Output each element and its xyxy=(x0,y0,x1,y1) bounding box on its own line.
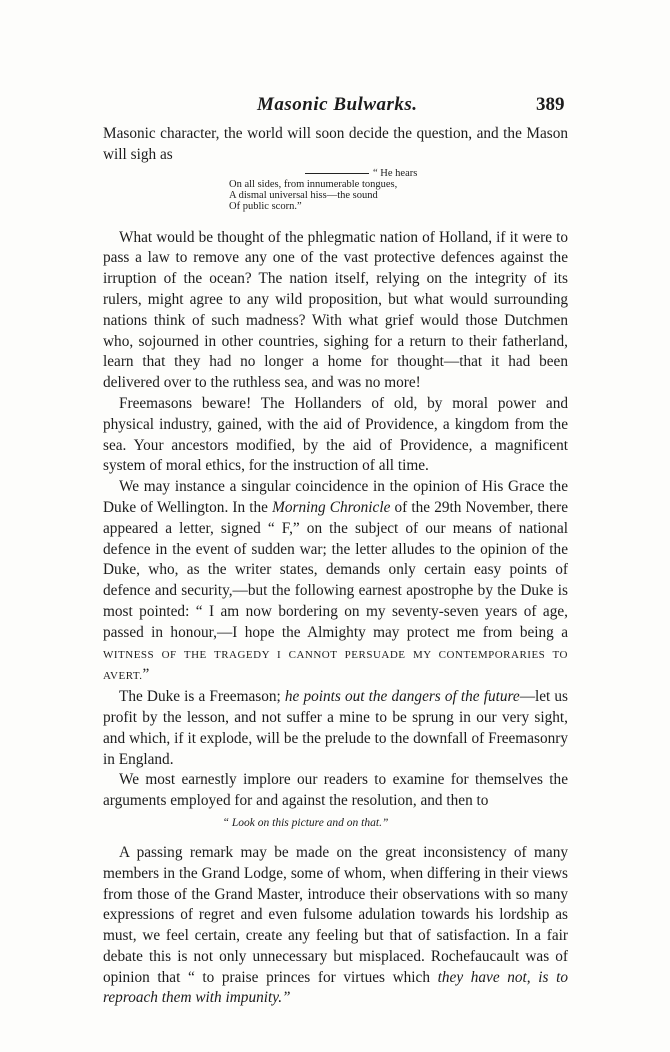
page-number: 389 xyxy=(536,94,565,115)
small-caps-quote: WITNESS OF THE TRAGEDY I CANNOT PERSUADE MY CONTEMPORARIES TO AVERT. xyxy=(103,648,568,683)
body-text xyxy=(103,124,568,1009)
quote-line-4: Of public scorn.” xyxy=(229,200,302,212)
quote-dash xyxy=(305,173,369,174)
paragraph-implore: We most earnestly implore our readers to examine for themselves the arguments employed for and against the resolution, and then to xyxy=(103,771,568,810)
paragraph-duke: We may instance a singular coincidence in the opinion of His Grace the Duke of Wellington. In the Morning Chronicle of the 29th November, there appeared a letter, signed “ F,” on the subject of our means of national defence in the event of sudden war; the letter alludes to the opinion of the Duke, who, as the writer states, demands only certain easy points of defence and security,—but the following earnest apostrophe by the Duke is most pointed: “ I am now bordering on my seventy-seven years of age, passed in honour,—I hope the Almighty may protect me from being a WITNESS OF THE TRAGEDY I CANNOT PERSUADE MY CONTEMPORARIES TO AVERT.” xyxy=(103,478,568,684)
quote-line-3: A dismal universal hiss—the sound xyxy=(229,189,378,201)
paragraph-remark: A passing remark may be made on the great inconsistency of many members in the Grand Lodge, some of whom, when differing in their views from those of the Grand Master, introduce their observations with so many expressions of regret and even fulsome adulation towards his lordship as must, we feel certain, create any feeling but that of satisfaction. In a fair debate this is not only unnecessary but misplaced. Rochefaucault was of opinion that “ to praise princes for virtues which they have not, is to reproach them with impunity.” xyxy=(103,843,569,1007)
running-title: Masonic Bulwarks. xyxy=(257,94,418,115)
emphasis-dangers: he points out the dangers of the future xyxy=(284,688,520,706)
verse-quote xyxy=(229,168,568,212)
paragraph-holland: What would be thought of the phlegmatic nation of Holland, if it were to pass a law to remove any one of the vast protective defences against the irruption of the ocean? The nation itself, relying on the integrity of its rulers, might agree to any wild proposition, but what would surrounding nations think of such madness? With what grief would those Dutchmen who, sojourned in other countries, sighing for a return to their fatherland, learn that they had no longer a home for thought—that it had been delivered over to the ruthless sea, and was no more! xyxy=(103,228,568,392)
paragraph-duke-freemason: The Duke is a Freemason; he points out the dangers of the future—let us profit by the lesson, and not suffer a mine to be sprung in our very sight, and which, if it explode, will be the prelude to the downfall of Freemasonry in England. xyxy=(103,688,569,768)
quote-line-2: On all sides, from innumerable tongues, xyxy=(229,178,398,190)
opening-paragraph: Masonic character, the world will soon decide the question, and the Mason will sigh as xyxy=(103,125,568,163)
quote-line-1: “ He hears xyxy=(373,167,418,179)
page-header xyxy=(0,94,670,120)
paragraph-freemasons-beware: Freemasons beware! The Hollanders of old, by moral power and physical industry, gained, with the aid of Providence, a kingdom from the sea. Your ancestors modified, by the aid of Providence, a magnificent system of moral ethics, for the instruction of all time. xyxy=(103,394,568,475)
emphasis-impunity: they have not, is to reproach them with impunity.” xyxy=(103,968,569,1007)
newspaper-title: Morning Chronicle xyxy=(272,498,391,516)
motto-quote: “ Look on this picture and on that.” xyxy=(222,816,389,829)
